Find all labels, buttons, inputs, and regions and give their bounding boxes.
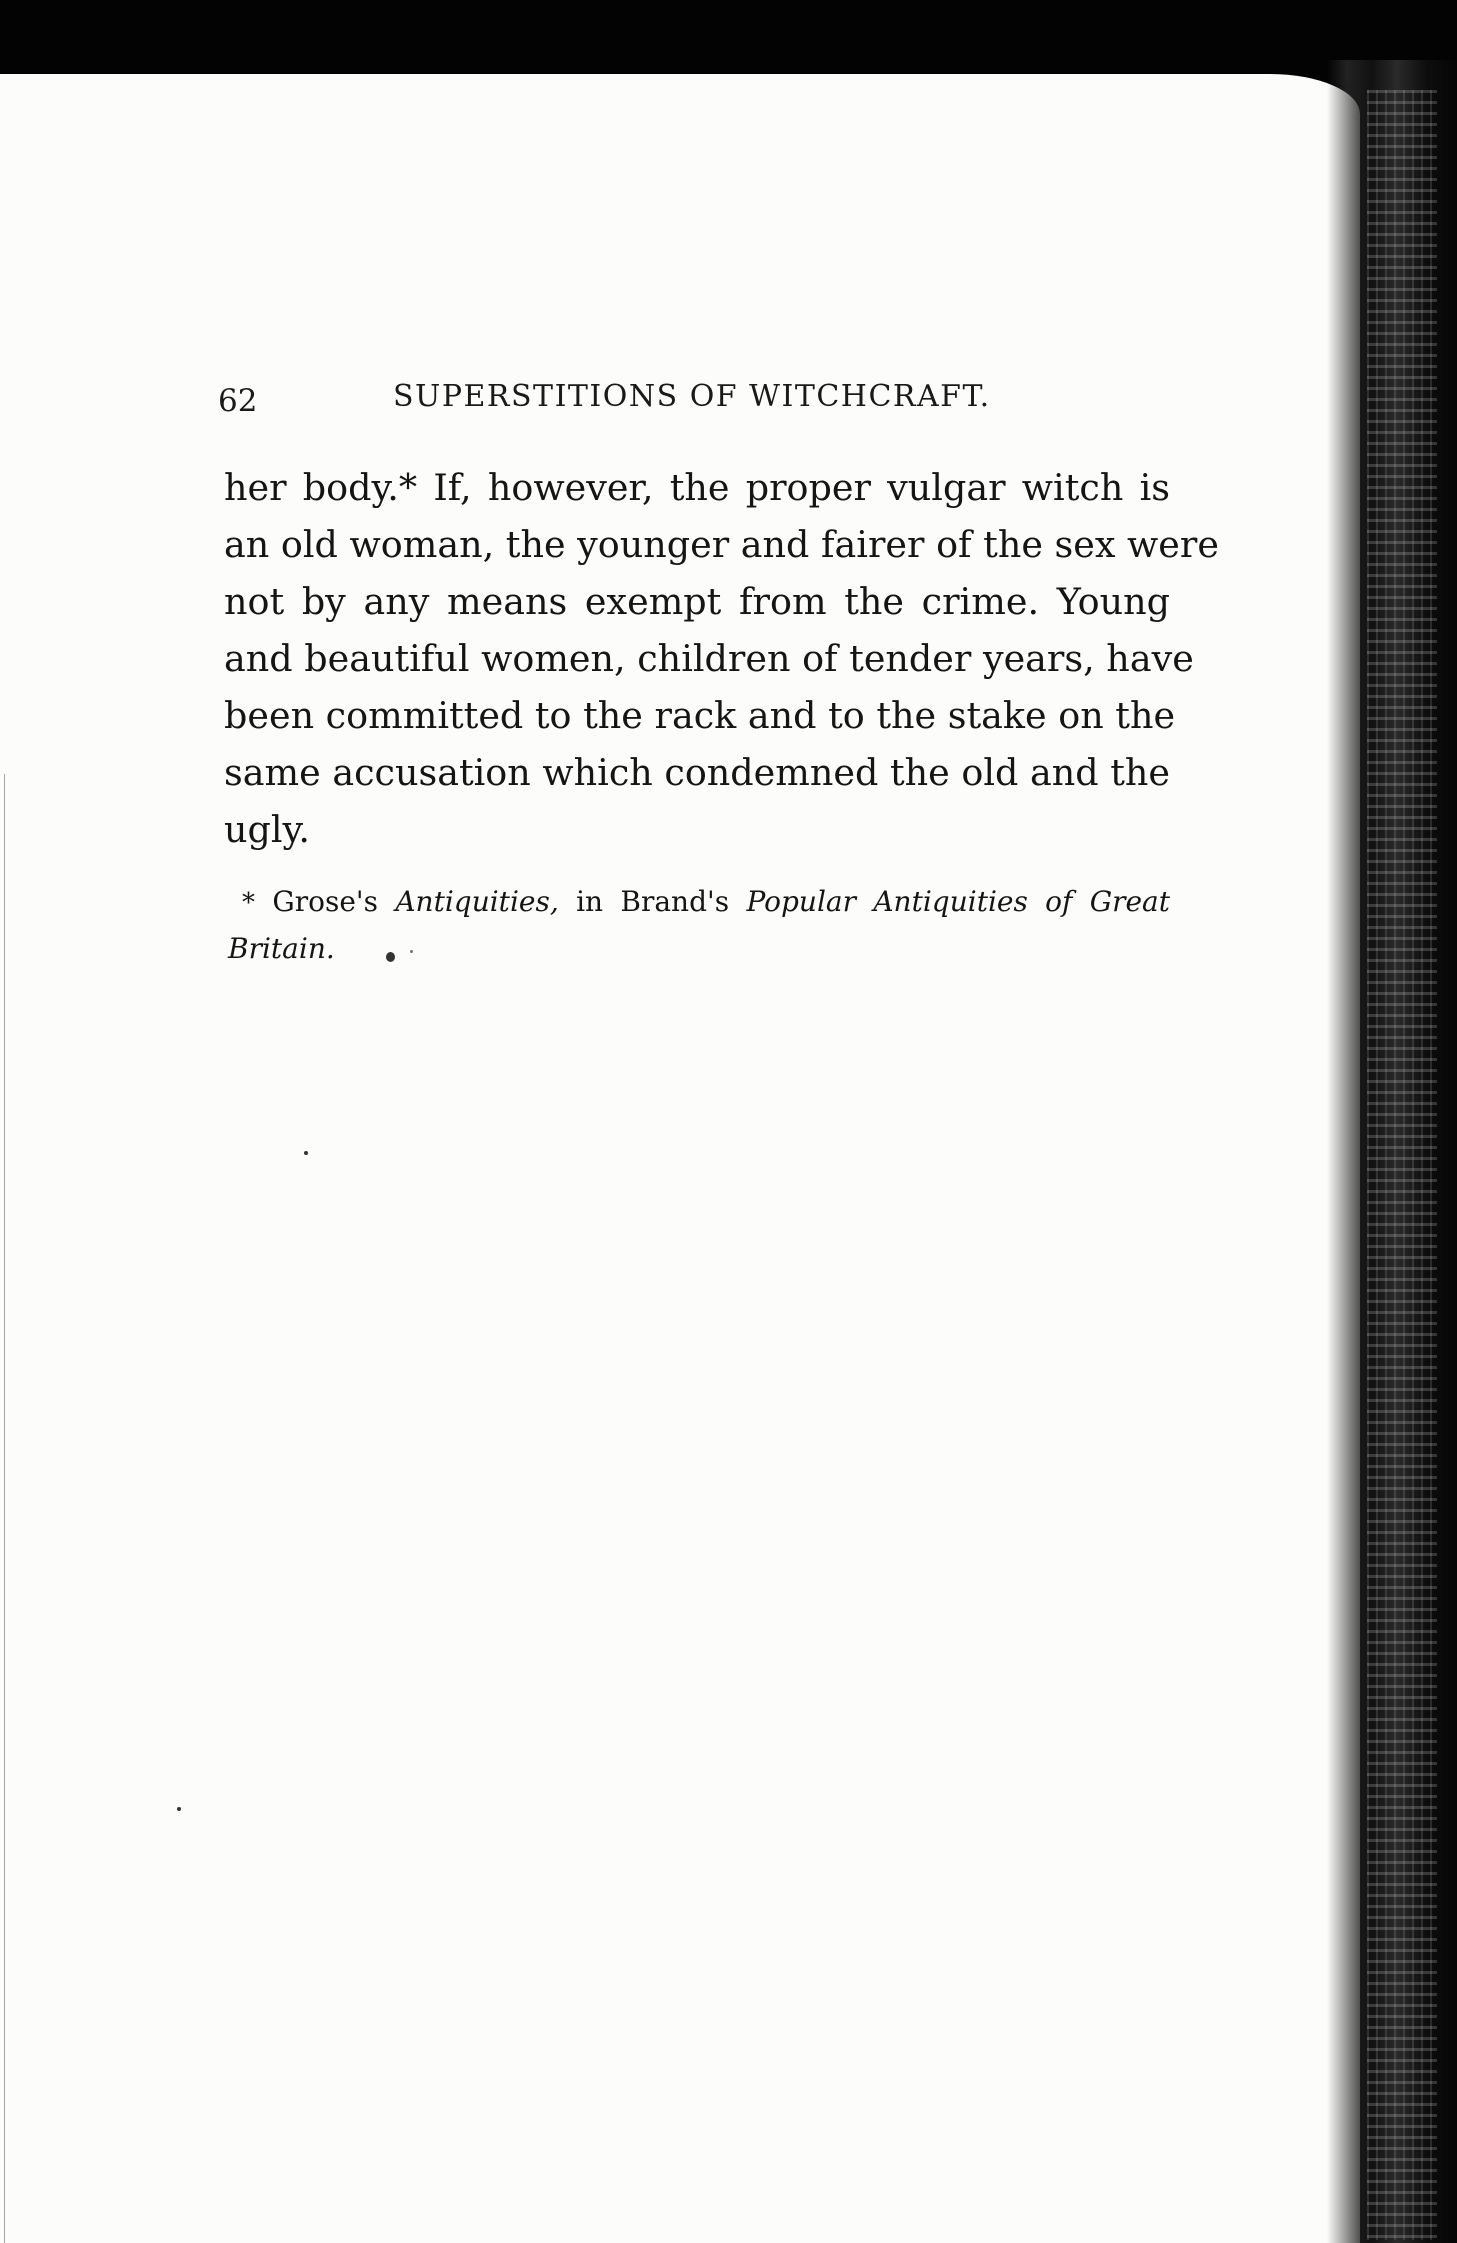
body-line: an old woman, the younger and fairer of the sex were xyxy=(224,523,1219,566)
body-line: not by any means exempt from the crime. Young xyxy=(224,580,1170,623)
body-line: ugly. xyxy=(224,808,310,851)
footnote-line xyxy=(228,926,1170,971)
ink-speck xyxy=(177,1807,181,1811)
footnote-line xyxy=(228,879,1170,926)
footnote-source: in Brand's xyxy=(576,885,730,918)
body-line: and beautiful women, children of tender years, have xyxy=(224,637,1194,680)
ink-speck xyxy=(304,1151,308,1155)
book-page xyxy=(0,74,1360,2243)
footnote-author: Grose's xyxy=(272,885,378,918)
body-line: her body.* If, however, the proper vulgar witch is xyxy=(224,466,1170,509)
ink-speck xyxy=(386,952,395,962)
gutter-texture xyxy=(1367,90,1437,2240)
footnote-marker: * xyxy=(242,888,255,918)
body-paragraph xyxy=(224,459,1219,858)
body-line: been committed to the rack and to the stake on the xyxy=(224,694,1176,737)
ink-speck xyxy=(410,950,413,953)
footnote-title-popular: Popular Antiquities of Great xyxy=(746,885,1171,918)
footnote-title-antiquities: Antiquities, xyxy=(395,885,559,918)
left-edge-line xyxy=(4,774,5,2243)
running-head: SUPERSTITIONS OF WITCHCRAFT. xyxy=(393,379,991,414)
page-header xyxy=(218,379,1218,423)
footnote xyxy=(228,879,1170,971)
footnote-title-britain: Britain. xyxy=(228,932,335,965)
page-number: 62 xyxy=(218,383,258,419)
scan-top-border xyxy=(0,0,1457,84)
body-line: same accusation which condemned the old and the xyxy=(224,751,1170,794)
